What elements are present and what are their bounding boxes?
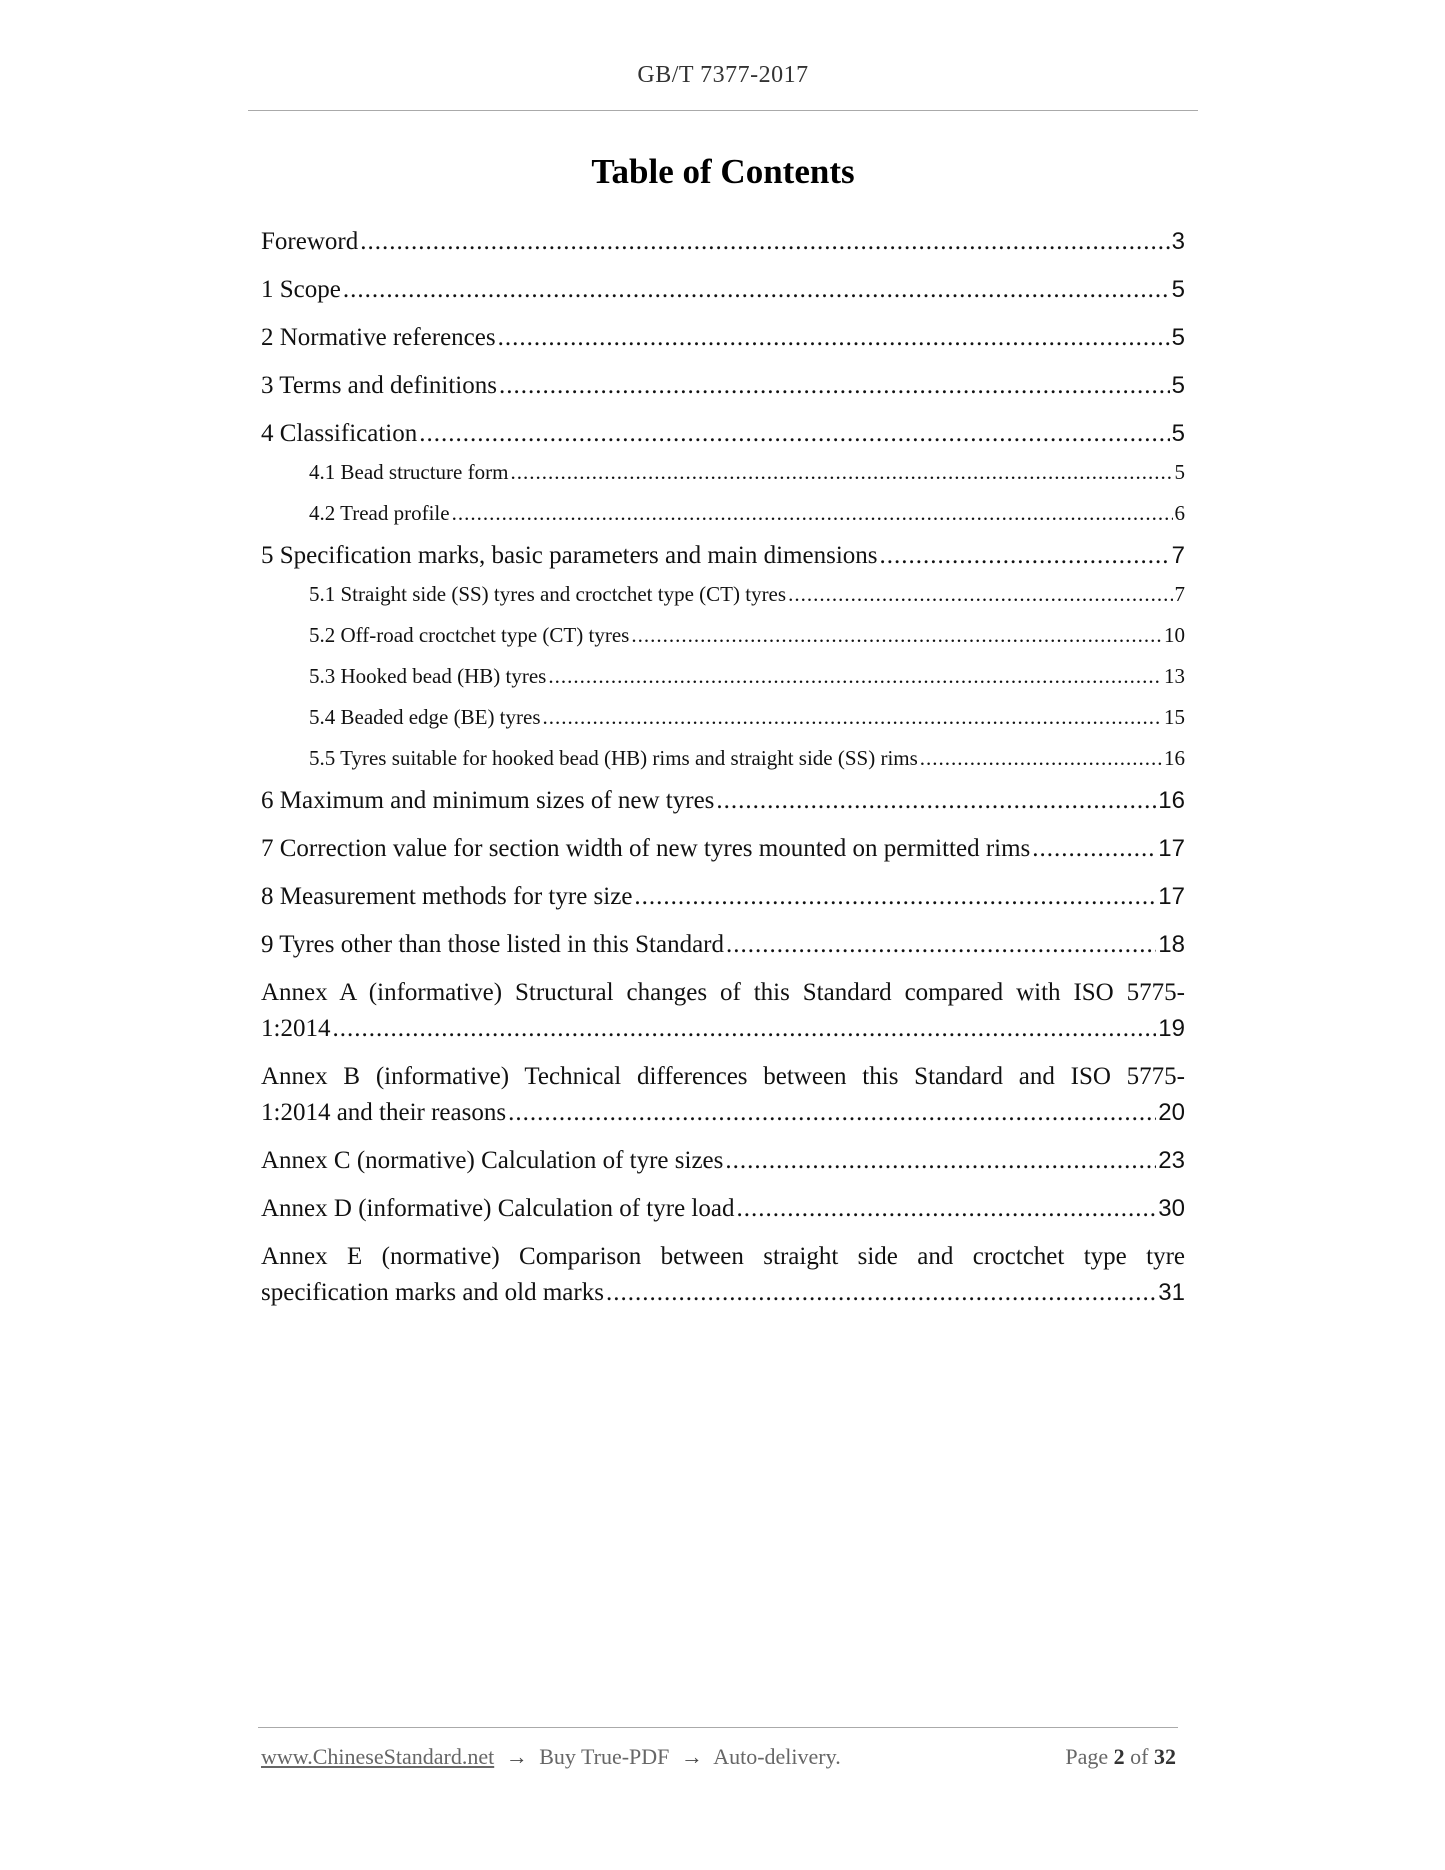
toc-entry-terms-definitions[interactable] xyxy=(261,368,1185,404)
toc-entry-label-line2: 1:2014 and their reasons xyxy=(261,1099,507,1126)
toc-entry-other-tyres[interactable] xyxy=(261,927,1185,963)
dot-leader xyxy=(419,416,1169,452)
toc-entry-label-line1: Annex E (normative) Comparison between straight side and croctchet type tyre xyxy=(261,1243,1185,1270)
footer-promo xyxy=(261,1744,841,1770)
dot-leader xyxy=(788,579,1172,609)
toc-entry-scope[interactable] xyxy=(261,272,1185,308)
dot-leader xyxy=(920,743,1162,773)
website-link[interactable]: www.ChineseStandard.net xyxy=(261,1744,495,1769)
toc-entry-label: 5 Specification marks, basic parameters and main dimensions xyxy=(261,542,878,569)
toc-entry-annex-c[interactable] xyxy=(261,1143,1185,1179)
page-footer xyxy=(261,1744,1176,1770)
page-word: Page xyxy=(1065,1744,1109,1769)
toc-entry-label: 1 Scope xyxy=(261,276,341,303)
dot-leader xyxy=(498,320,1170,356)
toc-subentry-tread-profile[interactable] xyxy=(261,498,1185,528)
toc-entry-label: 7 Correction value for section width of new tyres mounted on permitted rims xyxy=(261,835,1031,862)
dot-leader xyxy=(508,1095,1156,1131)
dot-leader xyxy=(606,1275,1156,1311)
toc-entry-page: 5 xyxy=(1171,372,1185,399)
toc-entry-label: 5.4 Beaded edge (BE) tyres xyxy=(309,705,541,729)
toc-entry-annex-e[interactable] xyxy=(261,1239,1185,1311)
arrow-right-icon: → xyxy=(505,1744,528,1769)
document-id-header: GB/T 7377-2017 xyxy=(637,62,809,88)
toc-entry-label: Annex C (normative) Calculation of tyre sizes xyxy=(261,1147,724,1174)
toc-subentry-hooked-bead-tyres[interactable] xyxy=(261,661,1185,691)
toc-entry-normative-references[interactable] xyxy=(261,320,1185,356)
toc-entry-label: 4.2 Tread profile xyxy=(309,501,450,525)
toc-entry-page: 5 xyxy=(1171,276,1185,303)
toc-entry-page: 16 xyxy=(1164,746,1185,770)
toc-entry-page: 10 xyxy=(1164,623,1185,647)
toc-entry-page: 7 xyxy=(1171,542,1185,569)
toc-entry-label: 2 Normative references xyxy=(261,324,496,351)
toc-entry-page: 17 xyxy=(1158,883,1185,910)
toc-entry-page: 30 xyxy=(1158,1195,1185,1222)
dot-leader xyxy=(510,457,1172,487)
toc-entry-page: 5 xyxy=(1171,324,1185,351)
toc-entry-annex-d[interactable] xyxy=(261,1191,1185,1227)
toc-entry-label: 5.3 Hooked bead (HB) tyres xyxy=(309,664,547,688)
toc-entry-label-line2: 1:2014 xyxy=(261,1015,331,1042)
toc-entry-label: Annex D (informative) Calculation of tyre load xyxy=(261,1195,735,1222)
toc-entry-page: 13 xyxy=(1164,664,1185,688)
toc-subentry-bead-structure-form[interactable] xyxy=(261,457,1185,487)
toc-subentry-hb-ss-rims-tyres[interactable] xyxy=(261,743,1185,773)
toc-entry-page: 5 xyxy=(1171,420,1185,447)
toc-subentry-off-road-tyres[interactable] xyxy=(261,620,1185,650)
toc-subentry-beaded-edge-tyres[interactable] xyxy=(261,702,1185,732)
page-number xyxy=(1065,1744,1176,1770)
table-of-contents xyxy=(261,220,1185,1311)
dot-leader xyxy=(634,879,1156,915)
dot-leader xyxy=(716,783,1156,819)
dot-leader xyxy=(499,368,1170,404)
toc-entry-label: 5.2 Off-road croctchet type (CT) tyres xyxy=(309,623,630,647)
dot-leader xyxy=(332,1011,1156,1047)
footer-divider xyxy=(258,1727,1178,1728)
toc-entry-page: 5 xyxy=(1174,460,1185,484)
toc-entry-label: 5.1 Straight side (SS) tyres and croctchet type (CT) tyres xyxy=(309,582,787,606)
toc-entry-label-line2: specification marks and old marks xyxy=(261,1279,604,1306)
toc-entry-page: 31 xyxy=(1158,1279,1185,1306)
toc-entry-label: 6 Maximum and minimum sizes of new tyres xyxy=(261,787,715,814)
dot-leader xyxy=(548,661,1162,691)
header-divider xyxy=(248,110,1198,111)
arrow-right-icon: → xyxy=(680,1744,703,1769)
toc-entry-label: 9 Tyres other than those listed in this Standard xyxy=(261,931,725,958)
dot-leader xyxy=(631,620,1162,650)
dot-leader xyxy=(880,538,1170,574)
toc-entry-page: 19 xyxy=(1158,1015,1185,1042)
toc-entry-classification[interactable] xyxy=(261,416,1185,452)
dot-leader xyxy=(543,702,1162,732)
toc-entry-foreword[interactable] xyxy=(261,224,1185,260)
toc-entry-label: 3 Terms and definitions xyxy=(261,372,497,399)
toc-entry-label: 8 Measurement methods for tyre size xyxy=(261,883,633,910)
toc-entry-label: 4 Classification xyxy=(261,420,418,447)
dot-leader xyxy=(452,498,1173,528)
page-title: Table of Contents xyxy=(591,152,855,191)
dot-leader xyxy=(726,927,1156,963)
toc-entry-page: 6 xyxy=(1174,501,1185,525)
buy-text: Buy True-PDF xyxy=(539,1744,670,1769)
toc-entry-label: 4.1 Bead structure form xyxy=(309,460,509,484)
toc-entry-label: 5.5 Tyres suitable for hooked bead (HB) rims and straight side (SS) rims xyxy=(309,746,918,770)
toc-entry-page: 16 xyxy=(1158,787,1185,814)
toc-entry-label: Foreword xyxy=(261,228,359,255)
toc-entry-page: 20 xyxy=(1158,1099,1185,1126)
toc-entry-page: 3 xyxy=(1171,228,1185,255)
toc-entry-max-min-sizes[interactable] xyxy=(261,783,1185,819)
toc-entry-page: 15 xyxy=(1164,705,1185,729)
toc-entry-measurement-methods[interactable] xyxy=(261,879,1185,915)
toc-entry-page: 23 xyxy=(1158,1147,1185,1174)
toc-entry-specification-marks[interactable] xyxy=(261,538,1185,574)
toc-entry-label-line1: Annex A (informative) Structural changes of this Standard compared with ISO 5775- xyxy=(261,979,1185,1006)
toc-entry-correction-value[interactable] xyxy=(261,831,1185,867)
toc-entry-page: 7 xyxy=(1174,582,1185,606)
toc-entry-annex-a[interactable] xyxy=(261,975,1185,1047)
toc-entry-page: 18 xyxy=(1158,931,1185,958)
dot-leader xyxy=(736,1191,1156,1227)
dot-leader xyxy=(725,1143,1156,1179)
page-current: 2 xyxy=(1113,1744,1125,1769)
toc-subentry-straight-side-tyres[interactable] xyxy=(261,579,1185,609)
dot-leader xyxy=(1032,831,1156,867)
of-word: of xyxy=(1130,1744,1149,1769)
dot-leader xyxy=(343,272,1170,308)
delivery-text: Auto-delivery. xyxy=(713,1744,841,1769)
toc-entry-page: 17 xyxy=(1158,835,1185,862)
dot-leader xyxy=(360,224,1169,260)
toc-entry-label-line1: Annex B (informative) Technical differences between this Standard and ISO 5775- xyxy=(261,1063,1185,1090)
page-total: 32 xyxy=(1154,1744,1176,1769)
toc-entry-annex-b[interactable] xyxy=(261,1059,1185,1131)
